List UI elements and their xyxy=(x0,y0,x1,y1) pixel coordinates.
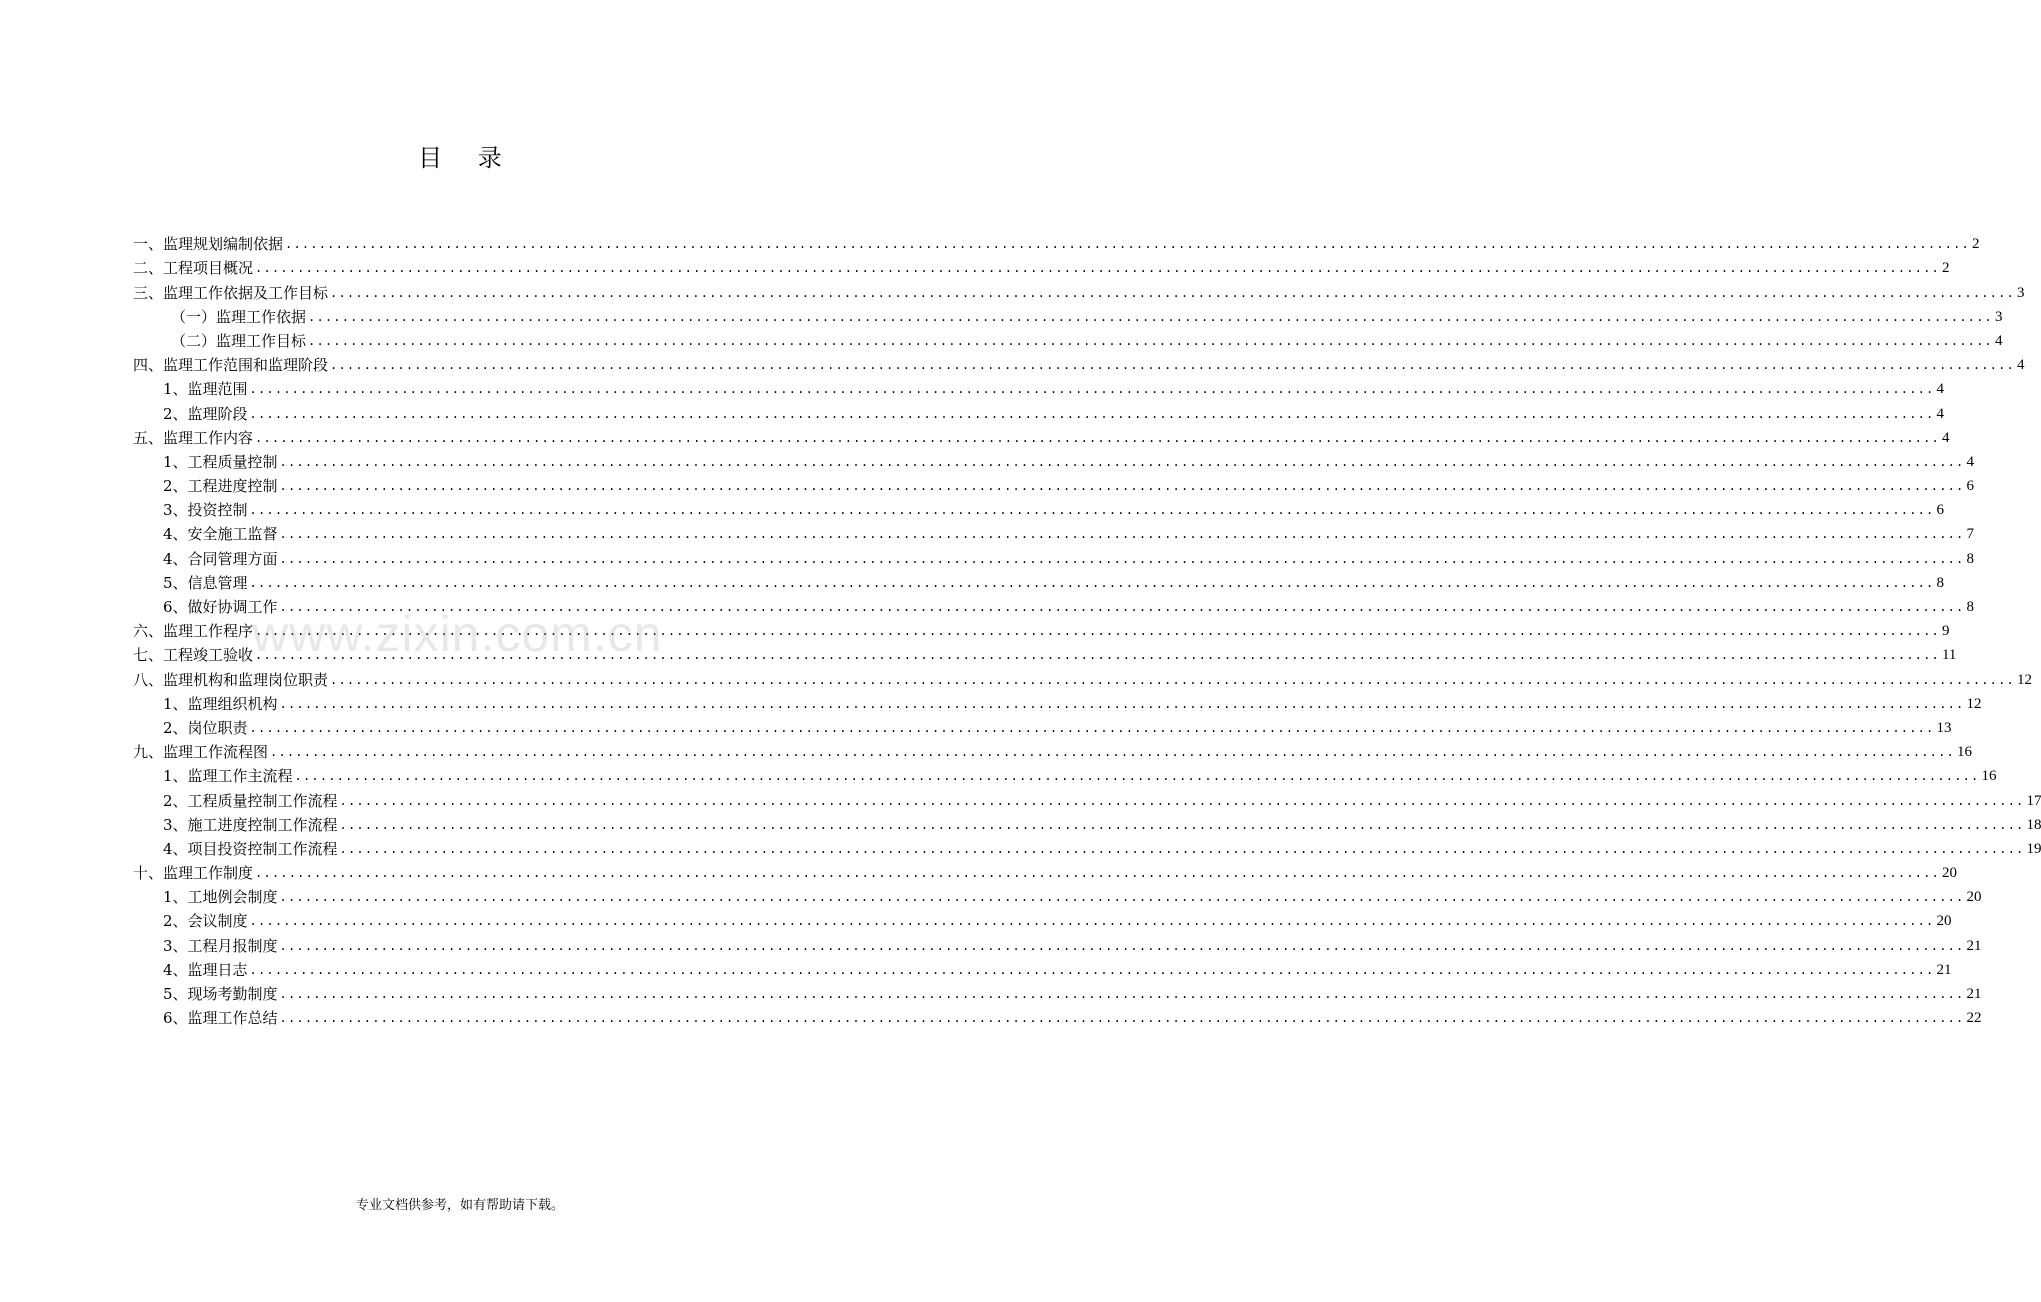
toc-entry-label: 2、工程进度控制 xyxy=(163,477,278,496)
toc-entry-page-number: 4 xyxy=(1936,405,1944,422)
toc-dot-leader: ........................................................................................................................................................................................................ xyxy=(255,648,1940,663)
toc-entry-page-number: 18 xyxy=(2026,816,2041,833)
toc-entry-label: 二、工程项目概况 xyxy=(133,259,254,278)
toc-entry[interactable] xyxy=(133,859,1957,883)
toc-entry[interactable] xyxy=(133,738,1972,762)
toc-entry-page-number: 6 xyxy=(1966,478,1974,495)
toc-entry-label: （二）监理工作目标 xyxy=(171,331,307,350)
toc-entry[interactable] xyxy=(133,520,1974,544)
toc-entry-page-number: 20 xyxy=(1941,865,1957,882)
toc-entry[interactable] xyxy=(133,931,1982,955)
toc-entry-label: 三、监理工作依据及工作目标 xyxy=(133,283,329,302)
toc-entry[interactable] xyxy=(133,617,1950,641)
toc-entry[interactable] xyxy=(133,835,2041,859)
toc-entry[interactable] xyxy=(133,327,2003,351)
toc-entry-page-number: 9 xyxy=(1941,623,1950,640)
toc-dot-leader: ........................................................................................................................................................................................................ xyxy=(339,793,2025,808)
toc-entry-page-number: 4 xyxy=(1994,332,2003,349)
toc-entry-label: 2、工程质量控制工作流程 xyxy=(163,791,338,810)
toc-entry[interactable] xyxy=(133,351,2025,375)
toc-dot-leader: ........................................................................................................................................................................................................ xyxy=(279,938,1965,953)
toc-entry-page-number: 7 xyxy=(1966,526,1974,543)
toc-entry-label: 1、监理工作主流程 xyxy=(163,767,293,786)
toc-dot-leader: ........................................................................................................................................................................................................ xyxy=(249,503,1935,518)
toc-entry-label: 1、工地例会制度 xyxy=(163,888,278,907)
toc-entry-label: 七、工程竣工验收 xyxy=(133,646,254,665)
toc-entry-page-number: 16 xyxy=(1981,768,1997,785)
toc-entry[interactable] xyxy=(133,254,1950,278)
toc-entry-page-number: 22 xyxy=(1966,1010,1982,1027)
toc-entry-page-number: 21 xyxy=(1966,937,1982,954)
toc-entry-label: 5、现场考勤制度 xyxy=(163,985,278,1003)
toc-dot-leader: ........................................................................................................................................................................................................ xyxy=(308,309,1993,324)
toc-entry-label: 4、项目投资控制工作流程 xyxy=(163,839,338,858)
toc-entry-page-number: 6 xyxy=(1936,502,1944,519)
toc-entry-page-number: 3 xyxy=(2016,284,2025,301)
toc-entry[interactable] xyxy=(133,544,1974,568)
toc-entry-label: 2、会议制度 xyxy=(163,912,248,931)
toc-entry-page-number: 21 xyxy=(1936,961,1952,978)
toc-entry-label: 6、做好协调工作 xyxy=(163,598,278,616)
toc-entry-page-number: 8 xyxy=(1966,550,1974,567)
toc-entry-page-number: 4 xyxy=(1941,429,1950,446)
toc-dot-leader: ........................................................................................................................................................................................................ xyxy=(339,841,2025,856)
toc-entry-page-number: 2 xyxy=(1971,236,1980,253)
toc-entry[interactable] xyxy=(133,569,1944,593)
toc-entry-label: 5、信息管理 xyxy=(163,573,248,592)
toc-entry-label: 4、合同管理方面 xyxy=(163,549,278,568)
toc-dot-leader: ........................................................................................................................................................................................................ xyxy=(279,479,1965,494)
toc-entry-label: 3、工程月报制度 xyxy=(163,936,278,955)
toc-dot-leader: ........................................................................................................................................................................................................ xyxy=(249,406,1935,421)
toc-dot-leader: ........................................................................................................................................................................................................ xyxy=(249,382,1935,397)
toc-entry-page-number: 4 xyxy=(2016,357,2025,374)
toc-entry-page-number: 13 xyxy=(1936,719,1952,736)
toc-entry[interactable] xyxy=(133,762,1997,786)
toc-entry-label: 6、监理工作总结 xyxy=(163,1009,278,1028)
toc-dot-leader: ........................................................................................................................................................................................................ xyxy=(294,769,1980,784)
toc-entry[interactable] xyxy=(133,980,1982,1004)
page-title: 目 录 xyxy=(418,144,516,172)
toc-entry[interactable] xyxy=(133,375,1944,399)
toc-dot-leader: ........................................................................................................................................................................................................ xyxy=(279,551,1965,566)
toc-entry[interactable] xyxy=(133,303,2003,327)
toc-entry-label: 九、监理工作流程图 xyxy=(133,743,269,762)
toc-entry-page-number: 8 xyxy=(1966,599,1974,615)
toc-entry-label: 六、监理工作程序 xyxy=(133,622,254,641)
toc-entry[interactable] xyxy=(133,956,1952,980)
toc-entry[interactable] xyxy=(133,665,2032,689)
toc-entry-page-number: 16 xyxy=(1956,744,1972,761)
toc-entry-page-number: 20 xyxy=(1966,889,1982,906)
toc-entry-label: 2、监理阶段 xyxy=(163,404,248,423)
toc-entry-label: 3、施工进度控制工作流程 xyxy=(163,815,338,834)
toc-entry-page-number: 17 xyxy=(2026,792,2041,809)
toc-entry-label: 八、监理机构和监理岗位职责 xyxy=(133,670,329,689)
toc-entry[interactable] xyxy=(133,230,1980,254)
toc-dot-leader: ........................................................................................................................................................................................................ xyxy=(255,261,1940,276)
toc-entry-label: 4、安全施工监督 xyxy=(163,525,278,544)
toc-entry-label: 1、工程质量控制 xyxy=(163,452,278,471)
toc-entry-page-number: 4 xyxy=(1936,381,1944,398)
toc-entry-page-number: 12 xyxy=(2016,671,2032,688)
toc-dot-leader: ........................................................................................................................................................................................................ xyxy=(255,430,1940,445)
toc-entry[interactable] xyxy=(133,278,2025,302)
toc-entry-page-number: 21 xyxy=(1966,986,1982,1002)
toc-entry-page-number: 20 xyxy=(1936,913,1952,930)
toc-entry-page-number: 3 xyxy=(1994,308,2003,325)
table-of-contents xyxy=(133,230,2041,1028)
toc-entry[interactable] xyxy=(133,907,1952,931)
toc-dot-leader: ........................................................................................................................................................................................................ xyxy=(255,866,1940,881)
toc-entry-label: 四、监理工作范围和监理阶段 xyxy=(133,356,329,375)
toc-entry[interactable] xyxy=(133,690,1982,714)
toc-entry-page-number: 8 xyxy=(1936,574,1944,591)
toc-entry-page-number: 12 xyxy=(1966,695,1982,712)
toc-entry-label: 十、监理工作制度 xyxy=(133,864,254,883)
toc-entry-page-number: 11 xyxy=(1941,647,1957,664)
toc-entry[interactable] xyxy=(133,883,1982,907)
toc-entry-page-number: 2 xyxy=(1941,260,1950,277)
toc-dot-leader: ........................................................................................................................................................................................................ xyxy=(330,672,2015,687)
toc-dot-leader: ........................................................................................................................................................................................................ xyxy=(249,962,1935,977)
toc-entry-label: 1、监理组织机构 xyxy=(163,694,278,713)
toc-entry[interactable] xyxy=(133,786,2041,810)
toc-entry-label: 3、投资控制 xyxy=(163,501,248,520)
toc-entry[interactable] xyxy=(133,448,1974,472)
toc-entry[interactable] xyxy=(133,399,1944,423)
toc-dot-leader: ........................................................................................................................................................................................................ xyxy=(279,454,1965,469)
toc-dot-leader: ........................................................................................................................................................................................................ xyxy=(270,745,1955,760)
toc-dot-leader: ........................................................................................................................................................................................................ xyxy=(308,333,1993,348)
watermark: www.zixin.com.cn xyxy=(252,606,663,662)
toc-dot-leader: ........................................................................................................................................................................................................ xyxy=(279,600,1965,614)
toc-dot-leader: ........................................................................................................................................................................................................ xyxy=(285,237,1970,252)
toc-dot-leader: ........................................................................................................................................................................................................ xyxy=(249,914,1935,929)
toc-entry-label: 4、监理日志 xyxy=(163,960,248,979)
toc-entry-label: （一）监理工作依据 xyxy=(171,307,307,326)
toc-entry-label: 1、监理范围 xyxy=(163,380,248,399)
toc-entry-label: 一、监理规划编制依据 xyxy=(133,235,284,254)
toc-entry-page-number: 4 xyxy=(1966,453,1974,470)
toc-entry-page-number: 19 xyxy=(2026,840,2041,857)
toc-dot-leader: ........................................................................................................................................................................................................ xyxy=(339,817,2025,832)
toc-dot-leader: ........................................................................................................................................................................................................ xyxy=(249,575,1935,590)
toc-dot-leader: ........................................................................................................................................................................................................ xyxy=(279,527,1965,542)
toc-entry[interactable] xyxy=(133,424,1950,448)
toc-dot-leader: ........................................................................................................................................................................................................ xyxy=(249,720,1935,735)
toc-entry[interactable] xyxy=(133,811,2041,835)
toc-entry[interactable] xyxy=(133,714,1952,738)
toc-entry[interactable] xyxy=(133,641,1957,665)
toc-entry-label: 五、监理工作内容 xyxy=(133,428,254,447)
toc-dot-leader: ........................................................................................................................................................................................................ xyxy=(330,285,2015,300)
page-footer: 专业文档供参考，如有帮助请下载。 xyxy=(355,1198,564,1213)
toc-dot-leader: ........................................................................................................................................................................................................ xyxy=(330,358,2015,373)
toc-entry[interactable] xyxy=(133,593,1974,617)
toc-dot-leader: ........................................................................................................................................................................................................ xyxy=(279,1011,1965,1026)
toc-entry-label: 2、岗位职责 xyxy=(163,718,248,737)
toc-dot-leader: ........................................................................................................................................................................................................ xyxy=(279,987,1965,1001)
toc-entry[interactable] xyxy=(133,472,1974,496)
toc-dot-leader: ........................................................................................................................................................................................................ xyxy=(279,696,1965,711)
toc-dot-leader: ........................................................................................................................................................................................................ xyxy=(255,624,1940,639)
toc-dot-leader: ........................................................................................................................................................................................................ xyxy=(279,890,1965,905)
toc-entry[interactable] xyxy=(133,496,1944,520)
toc-entry[interactable] xyxy=(133,1004,1982,1028)
